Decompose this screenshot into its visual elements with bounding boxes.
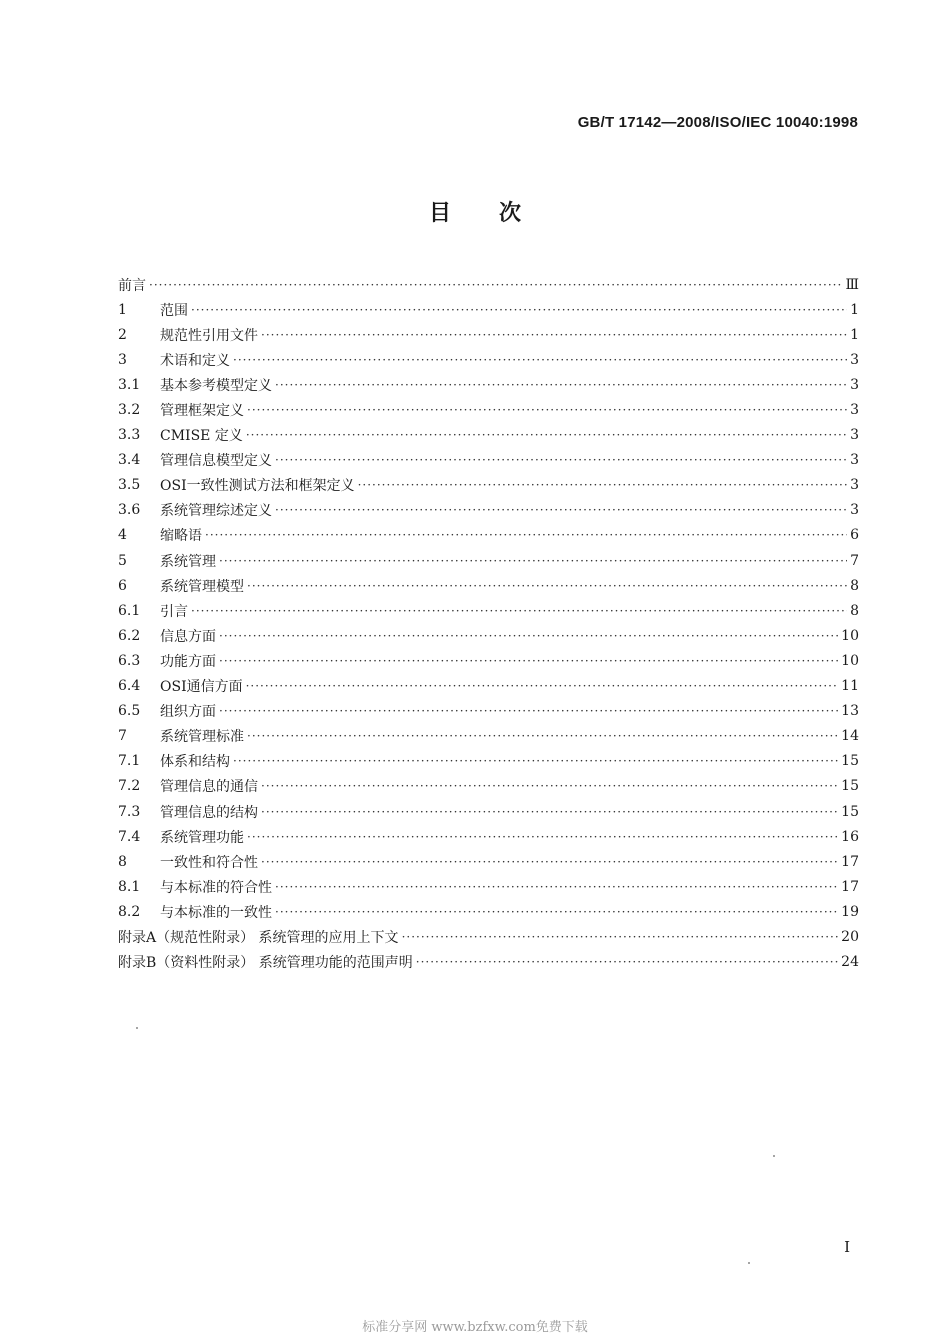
toc-entry[interactable] (118, 874, 859, 899)
watermark: 标准分享网 www.bzfxw.com免费下载 (362, 1320, 588, 1335)
toc-entry-label: 管理框架定义 (160, 403, 244, 420)
toc-entry[interactable] (118, 648, 859, 673)
toc-leader-dots (261, 328, 847, 342)
toc-entry-page: 10 (841, 652, 859, 669)
toc-leader-dots (261, 805, 838, 819)
toc-leader-dots (219, 629, 838, 643)
toc-entry-page: 15 (841, 753, 859, 770)
toc-leader-dots (247, 403, 847, 417)
toc-leader-dots (261, 855, 838, 869)
toc-leader-dots (205, 528, 847, 542)
table-of-contents (118, 272, 859, 975)
toc-leader-dots (247, 579, 847, 593)
toc-leader-dots (219, 704, 838, 718)
toc-entry[interactable] (118, 924, 859, 949)
scan-speck (748, 1262, 750, 1264)
toc-entry[interactable] (118, 297, 859, 322)
toc-entry-label: 信息方面 (160, 628, 216, 645)
toc-entry[interactable] (118, 473, 859, 498)
toc-entry-number: 7.1 (118, 753, 141, 770)
toc-leader-dots (402, 930, 839, 944)
toc-entry-label: 管理信息的结构 (160, 804, 258, 821)
toc-entry-number: 6.1 (118, 602, 141, 619)
toc-entry-label: 系统管理功能 (160, 829, 244, 846)
toc-entry-page: 15 (841, 803, 859, 820)
toc-leader-dots (275, 453, 847, 467)
toc-entry-label: 术语和定义 (160, 352, 230, 369)
toc-entry[interactable] (118, 674, 859, 699)
toc-entry-number: 3 (118, 351, 127, 368)
toc-entry-number: 3.1 (118, 376, 141, 393)
toc-entry[interactable] (118, 322, 859, 347)
standard-number: GB/T 17142—2008/ISO/IEC 10040:1998 (577, 114, 858, 131)
toc-leader-dots (358, 478, 847, 492)
toc-entry-label: 范围 (160, 302, 188, 319)
toc-leader-dots (191, 303, 847, 317)
toc-entry[interactable] (118, 899, 859, 924)
toc-entry-label: 功能方面 (160, 653, 216, 670)
toc-entry-number: 3.4 (118, 452, 141, 469)
toc-leader-dots (219, 554, 847, 568)
toc-entry-page: 17 (841, 878, 859, 895)
toc-entry-page: 17 (841, 853, 859, 870)
toc-entry-label: 管理信息模型定义 (160, 453, 272, 470)
toc-entry-label: 系统管理标准 (160, 729, 244, 746)
toc-entry-number: 2 (118, 326, 127, 343)
toc-entry-page: 3 (850, 351, 859, 368)
toc-entry[interactable] (118, 347, 859, 372)
toc-entry-number: 7.2 (118, 778, 141, 795)
toc-entry[interactable] (118, 372, 859, 397)
toc-entry[interactable] (118, 598, 859, 623)
toc-entry[interactable] (118, 548, 859, 573)
scan-speck (136, 1027, 138, 1029)
toc-leader-dots (246, 679, 839, 693)
toc-entry-number: 3.2 (118, 402, 141, 419)
toc-entry-page: 24 (841, 954, 859, 971)
toc-leader-dots (275, 905, 838, 919)
toc-entry-page: 3 (850, 477, 859, 494)
toc-entry-number: 8.1 (118, 878, 141, 895)
toc-entry[interactable] (118, 272, 859, 297)
toc-entry-label: 管理信息的通信 (160, 779, 258, 796)
toc-entry[interactable] (118, 623, 859, 648)
toc-entry-number: 6.4 (118, 678, 141, 695)
toc-leader-dots (191, 604, 847, 618)
toc-entry-number: 4 (118, 527, 127, 544)
toc-entry-label: 组织方面 (160, 704, 216, 721)
toc-entry-number: 1 (118, 301, 127, 318)
toc-entry-page: 8 (850, 602, 859, 619)
toc-leader-dots (247, 729, 838, 743)
toc-leader-dots (149, 278, 842, 292)
toc-entry-label: CMISE 定义 (160, 428, 243, 445)
toc-entry-number: 3.6 (118, 502, 141, 519)
toc-entry-page: 3 (850, 502, 859, 519)
toc-entry-page: Ⅲ (845, 276, 859, 293)
toc-entry-label: 系统管理 (160, 553, 216, 570)
toc-entry[interactable] (118, 774, 859, 799)
toc-entry-label: 引言 (160, 603, 188, 620)
toc-leader-dots (416, 955, 838, 969)
toc-entry-number: 3.5 (118, 477, 141, 494)
toc-leader-dots (233, 754, 838, 768)
toc-entry-label: OSI通信方面 (160, 679, 243, 696)
toc-entry[interactable] (118, 699, 859, 724)
toc-entry-number: 8.2 (118, 903, 141, 920)
toc-entry[interactable] (118, 749, 859, 774)
toc-entry-page: 15 (841, 778, 859, 795)
toc-entry-page: 7 (850, 552, 859, 569)
toc-entry-label: 与本标准的一致性 (160, 904, 272, 921)
toc-entry-label: 前言 (118, 277, 146, 294)
scan-speck (773, 1155, 775, 1157)
toc-entry[interactable] (118, 824, 859, 849)
toc-entry-page: 19 (841, 903, 859, 920)
toc-leader-dots (246, 428, 847, 442)
toc-entry-number: 6.2 (118, 627, 141, 644)
toc-leader-dots (247, 830, 838, 844)
toc-entry[interactable] (118, 498, 859, 523)
toc-entry-page: 3 (850, 402, 859, 419)
toc-entry-label: 附录A（规范性附录） 系统管理的应用上下文 (118, 929, 399, 946)
toc-entry-page: 6 (850, 527, 859, 544)
toc-entry-number: 6.3 (118, 652, 141, 669)
toc-entry-page: 14 (841, 728, 859, 745)
toc-entry-page: 20 (841, 928, 859, 945)
toc-entry-number: 8 (118, 853, 127, 870)
toc-entry-page: 1 (850, 301, 859, 318)
toc-leader-dots (219, 654, 838, 668)
toc-entry-page: 1 (850, 326, 859, 343)
toc-entry-number: 6.5 (118, 703, 141, 720)
toc-entry-number: 7 (118, 728, 127, 745)
toc-entry-label: 系统管理综述定义 (160, 503, 272, 520)
toc-entry-page: 3 (850, 427, 859, 444)
toc-entry[interactable] (118, 849, 859, 874)
toc-entry-page: 11 (841, 678, 859, 695)
toc-entry-number: 3.3 (118, 427, 141, 444)
toc-entry-label: 规范性引用文件 (160, 327, 258, 344)
toc-leader-dots (261, 779, 838, 793)
toc-entry-label: 一致性和符合性 (160, 854, 258, 871)
toc-leader-dots (275, 880, 838, 894)
toc-entry-label: OSI一致性测试方法和框架定义 (160, 478, 355, 495)
toc-entry-page: 8 (850, 577, 859, 594)
toc-entry[interactable] (118, 573, 859, 598)
toc-entry-page: 16 (841, 828, 859, 845)
toc-entry-label: 基本参考模型定义 (160, 377, 272, 394)
toc-entry[interactable] (118, 950, 859, 975)
toc-entry-label: 缩略语 (160, 528, 202, 545)
toc-entry-number: 7.3 (118, 803, 141, 820)
toc-entry-number: 5 (118, 552, 127, 569)
toc-entry[interactable] (118, 423, 859, 448)
toc-entry[interactable] (118, 724, 859, 749)
page-title: 目次 (428, 201, 569, 226)
toc-entry-label: 附录B（资料性附录） 系统管理功能的范围声明 (118, 955, 413, 972)
toc-entry-label: 体系和结构 (160, 754, 230, 771)
toc-entry-label: 系统管理模型 (160, 578, 244, 595)
toc-leader-dots (275, 378, 847, 392)
toc-entry-number: 6 (118, 577, 127, 594)
toc-entry[interactable] (118, 397, 859, 422)
toc-entry[interactable] (118, 523, 859, 548)
toc-entry-page: 13 (841, 703, 859, 720)
page-number: I (844, 1238, 850, 1256)
toc-entry-label: 与本标准的符合性 (160, 879, 272, 896)
toc-leader-dots (233, 353, 847, 367)
toc-entry[interactable] (118, 448, 859, 473)
toc-leader-dots (275, 503, 847, 517)
toc-entry-number: 7.4 (118, 828, 141, 845)
toc-entry-page: 10 (841, 627, 859, 644)
toc-entry-page: 3 (850, 452, 859, 469)
toc-entry[interactable] (118, 799, 859, 824)
toc-entry-page: 3 (850, 376, 859, 393)
